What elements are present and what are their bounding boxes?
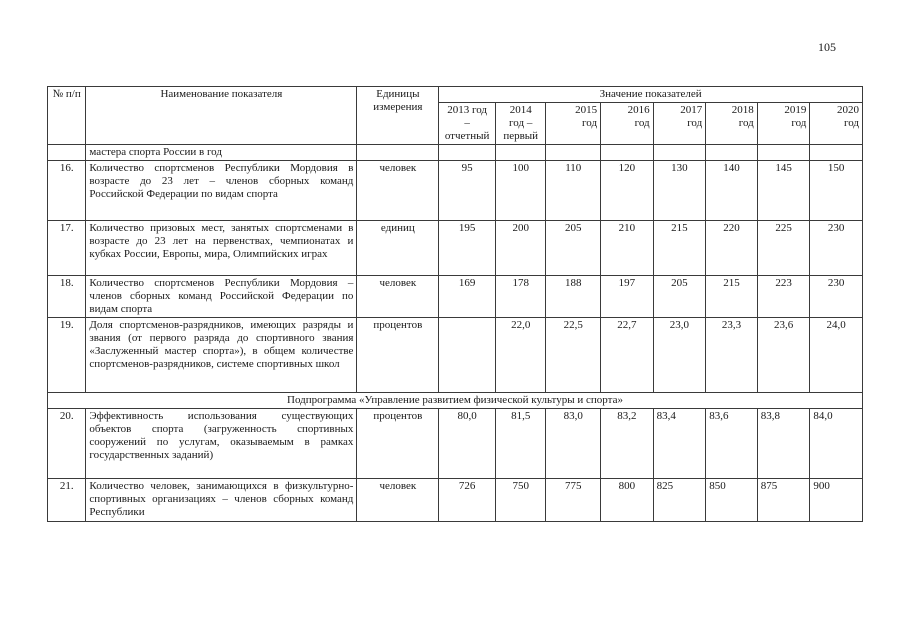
row-value: 875 [757, 478, 810, 521]
row-value: 850 [706, 478, 758, 521]
row-num: 19. [48, 317, 86, 392]
row-num [48, 144, 86, 160]
row-unit [357, 144, 439, 160]
row-value: 178 [495, 275, 546, 317]
row-unit: человек [357, 160, 439, 220]
row-name: мастера спорта России в год [86, 144, 357, 160]
table-row [48, 160, 863, 220]
row-value: 726 [439, 478, 496, 521]
header-year: 2016 год [601, 102, 654, 144]
row-value: 200 [495, 220, 546, 275]
row-unit: человек [357, 275, 439, 317]
row-value: 23,6 [757, 317, 810, 392]
row-value: 195 [439, 220, 496, 275]
row-value: 83,8 [757, 408, 810, 478]
row-name: Количество призовых мест, занятых спортсменами в возрасте до 23 лет на первенствах, чемпионатах и кубках России, Европы, мира, Олимпийских играх [86, 220, 357, 275]
section-title: Подпрограмма «Управление развитием физической культуры и спорта» [48, 392, 863, 408]
row-unit: процентов [357, 317, 439, 392]
row-value: 150 [810, 160, 863, 220]
row-value: 23,0 [653, 317, 706, 392]
row-value: 83,2 [601, 408, 654, 478]
row-value: 83,0 [546, 408, 601, 478]
row-num: 17. [48, 220, 86, 275]
row-value: 900 [810, 478, 863, 521]
row-value [757, 144, 810, 160]
row-value [810, 144, 863, 160]
row-num: 16. [48, 160, 86, 220]
row-value: 220 [706, 220, 758, 275]
row-value: 100 [495, 160, 546, 220]
row-value: 95 [439, 160, 496, 220]
row-value: 84,0 [810, 408, 863, 478]
header-row-top [48, 87, 863, 103]
row-value: 23,3 [706, 317, 758, 392]
row-value [439, 144, 496, 160]
header-name: Наименование показателя [86, 87, 357, 145]
header-year: 2014 год – первый [495, 102, 546, 144]
row-value: 130 [653, 160, 706, 220]
row-value: 188 [546, 275, 601, 317]
row-value: 169 [439, 275, 496, 317]
row-value [495, 144, 546, 160]
table-row [48, 478, 863, 521]
row-value: 81,5 [495, 408, 546, 478]
row-value: 22,0 [495, 317, 546, 392]
header-year: 2020 год [810, 102, 863, 144]
row-value: 24,0 [810, 317, 863, 392]
row-value [601, 144, 654, 160]
row-value [546, 144, 601, 160]
row-value: 140 [706, 160, 758, 220]
header-year: 2017 год [653, 102, 706, 144]
row-num: 18. [48, 275, 86, 317]
table-row [48, 317, 863, 392]
header-unit: Единицы измерения [357, 87, 439, 145]
row-name: Количество человек, занимающихся в физкультурно-спортивных организациях – членов сборных команд Республики [86, 478, 357, 521]
header-num: № п/п [48, 87, 86, 145]
row-value: 205 [546, 220, 601, 275]
table-row [48, 275, 863, 317]
row-name: Количество спортсменов Республики Мордовия – членов сборных команд Российской Федерации по видам спорта [86, 275, 357, 317]
table-row [48, 144, 863, 160]
table-row [48, 408, 863, 478]
header-year: 2013 год – отчетный [439, 102, 496, 144]
row-value: 110 [546, 160, 601, 220]
row-value: 230 [810, 275, 863, 317]
row-name: Количество спортсменов Республики Мордовия в возрасте до 23 лет – членов сборных команд Российской Федерации по видам спорта [86, 160, 357, 220]
section-row [48, 392, 863, 408]
row-value: 210 [601, 220, 654, 275]
row-unit: единиц [357, 220, 439, 275]
row-value: 775 [546, 478, 601, 521]
row-value: 120 [601, 160, 654, 220]
row-value [706, 144, 758, 160]
indicators-table [47, 86, 863, 522]
row-name: Эффективность использования существующих объектов спорта (загруженность спортивных сооружений по услугам, оказываемым в рамках государственных заданий) [86, 408, 357, 478]
header-values-group: Значение показателей [439, 87, 863, 103]
row-value: 230 [810, 220, 863, 275]
row-value: 215 [706, 275, 758, 317]
row-value: 825 [653, 478, 706, 521]
page-number: 105 [818, 40, 836, 54]
row-unit: процентов [357, 408, 439, 478]
row-value: 83,4 [653, 408, 706, 478]
header-year: 2019 год [757, 102, 810, 144]
row-value: 145 [757, 160, 810, 220]
row-value: 80,0 [439, 408, 496, 478]
row-value: 197 [601, 275, 654, 317]
row-value: 22,5 [546, 317, 601, 392]
row-value: 83,6 [706, 408, 758, 478]
row-num: 20. [48, 408, 86, 478]
row-name: Доля спортсменов-разрядников, имеющих разряды и звания (от первого разряда до спортивного звания «Заслуженный мастер спорта»), в общем количестве спортсменов-разрядников, системе спортивных школ [86, 317, 357, 392]
row-value: 223 [757, 275, 810, 317]
row-value: 215 [653, 220, 706, 275]
row-value [653, 144, 706, 160]
row-value: 750 [495, 478, 546, 521]
row-num: 21. [48, 478, 86, 521]
header-year: 2018 год [706, 102, 758, 144]
header-year: 2015 год [546, 102, 601, 144]
row-value: 800 [601, 478, 654, 521]
row-unit: человек [357, 478, 439, 521]
row-value: 22,7 [601, 317, 654, 392]
row-value: 225 [757, 220, 810, 275]
row-value [439, 317, 496, 392]
row-value: 205 [653, 275, 706, 317]
table-row [48, 220, 863, 275]
